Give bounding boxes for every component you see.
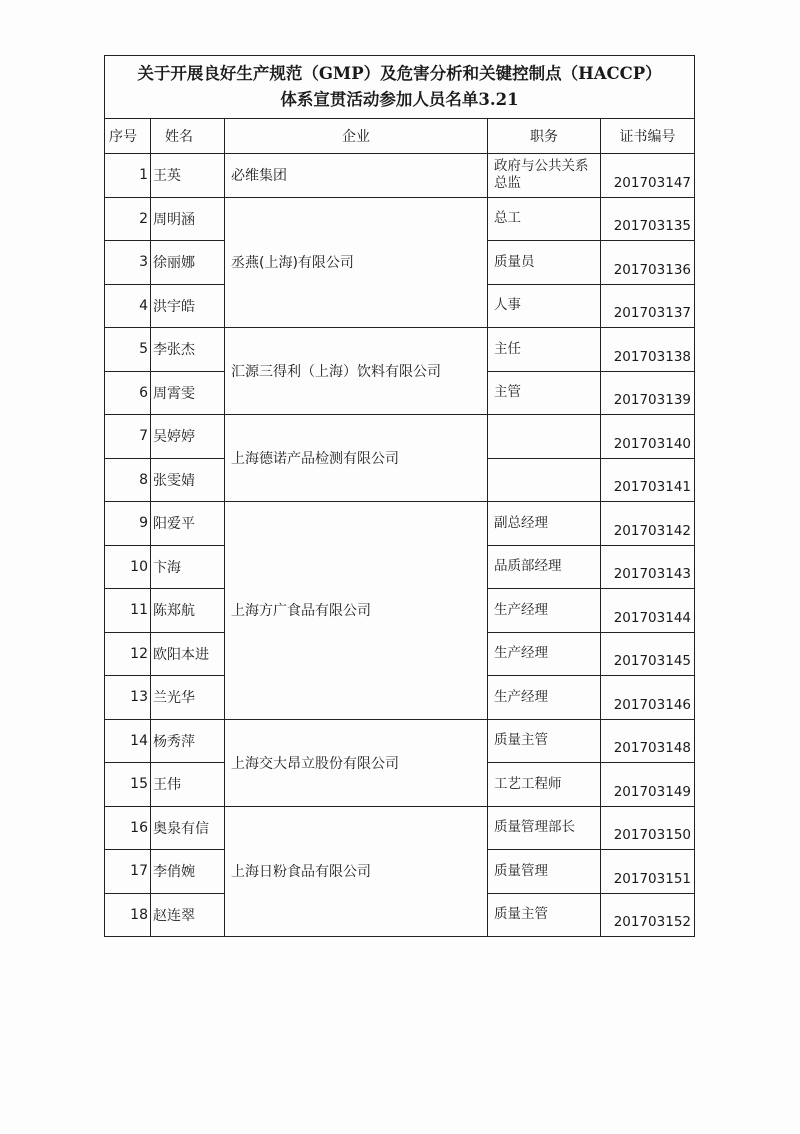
table-header-row [105, 119, 695, 154]
position-cell: 工艺工程师 [488, 763, 601, 807]
cert-number-cell: 201703140 [601, 415, 695, 459]
name-cell: 杨秀萍 [151, 719, 225, 763]
cert-number-cell: 201703138 [601, 328, 695, 372]
header-cert: 证书编号 [601, 119, 695, 154]
cert-number-cell: 201703143 [601, 545, 695, 589]
seq-cell: 4 [105, 284, 151, 328]
seq-cell: 2 [105, 197, 151, 241]
name-cell: 吴婷婷 [151, 415, 225, 459]
seq-cell: 7 [105, 415, 151, 459]
position-cell [488, 458, 601, 502]
company-cell: 上海交大昂立股份有限公司 [225, 719, 488, 806]
header-position: 职务 [488, 119, 601, 154]
table-body [105, 154, 695, 937]
position-cell: 生产经理 [488, 589, 601, 633]
cert-number-cell: 201703146 [601, 676, 695, 720]
table-row [105, 154, 695, 198]
name-cell: 周霄雯 [151, 371, 225, 415]
company-cell: 上海德诺产品检测有限公司 [225, 415, 488, 502]
seq-cell: 12 [105, 632, 151, 676]
position-cell: 质量主管 [488, 893, 601, 937]
name-cell: 兰光华 [151, 676, 225, 720]
position-cell: 人事 [488, 284, 601, 328]
position-cell: 质量主管 [488, 719, 601, 763]
cert-number-cell: 201703139 [601, 371, 695, 415]
table-row [105, 806, 695, 850]
position-cell: 政府与公共关系总监 [488, 154, 601, 198]
company-cell: 上海日粉食品有限公司 [225, 806, 488, 937]
name-cell: 洪宇皓 [151, 284, 225, 328]
cert-number-cell: 201703136 [601, 241, 695, 285]
cert-number-cell: 201703145 [601, 632, 695, 676]
table-row [105, 502, 695, 546]
seq-cell: 10 [105, 545, 151, 589]
header-seq: 序号 [105, 119, 151, 154]
cert-number-cell: 201703144 [601, 589, 695, 633]
table-row [105, 197, 695, 241]
seq-cell: 17 [105, 850, 151, 894]
position-cell: 主管 [488, 371, 601, 415]
attendee-table [104, 55, 695, 937]
company-cell: 汇源三得利（上海）饮料有限公司 [225, 328, 488, 415]
seq-cell: 15 [105, 763, 151, 807]
table-row [105, 719, 695, 763]
seq-cell: 9 [105, 502, 151, 546]
position-cell: 主任 [488, 328, 601, 372]
title-line-2: 体系宣贯活动参加人员名单3.21 [280, 90, 519, 109]
name-cell: 周明涵 [151, 197, 225, 241]
seq-cell: 6 [105, 371, 151, 415]
position-cell: 质量管理 [488, 850, 601, 894]
header-name: 姓名 [151, 119, 225, 154]
cert-number-cell: 201703141 [601, 458, 695, 502]
table-row [105, 328, 695, 372]
company-cell: 丞燕(上海)有限公司 [225, 197, 488, 328]
seq-cell: 13 [105, 676, 151, 720]
cert-number-cell: 201703150 [601, 806, 695, 850]
name-cell: 欧阳本进 [151, 632, 225, 676]
cert-number-cell: 201703142 [601, 502, 695, 546]
cert-number-cell: 201703152 [601, 893, 695, 937]
header-company: 企业 [225, 119, 488, 154]
position-cell [488, 415, 601, 459]
name-cell: 王英 [151, 154, 225, 198]
company-cell: 必维集团 [225, 154, 488, 198]
seq-cell: 16 [105, 806, 151, 850]
seq-cell: 11 [105, 589, 151, 633]
name-cell: 王伟 [151, 763, 225, 807]
position-cell: 质量员 [488, 241, 601, 285]
name-cell: 张雯婧 [151, 458, 225, 502]
seq-cell: 1 [105, 154, 151, 198]
name-cell: 阳爱平 [151, 502, 225, 546]
seq-cell: 8 [105, 458, 151, 502]
title-line-1: 关于开展良好生产规范（GMP）及危害分析和关键控制点（HACCP） [137, 64, 662, 83]
name-cell: 李张杰 [151, 328, 225, 372]
name-cell: 奥泉有信 [151, 806, 225, 850]
cert-number-cell: 201703135 [601, 197, 695, 241]
position-cell: 生产经理 [488, 676, 601, 720]
position-cell: 生产经理 [488, 632, 601, 676]
document-title [105, 56, 695, 119]
company-cell: 上海方广食品有限公司 [225, 502, 488, 720]
cert-number-cell: 201703149 [601, 763, 695, 807]
position-cell: 质量管理部长 [488, 806, 601, 850]
name-cell: 陈郑航 [151, 589, 225, 633]
name-cell: 赵连翠 [151, 893, 225, 937]
position-cell: 品质部经理 [488, 545, 601, 589]
cert-number-cell: 201703147 [601, 154, 695, 198]
position-cell: 副总经理 [488, 502, 601, 546]
name-cell: 徐丽娜 [151, 241, 225, 285]
seq-cell: 14 [105, 719, 151, 763]
seq-cell: 5 [105, 328, 151, 372]
cert-number-cell: 201703151 [601, 850, 695, 894]
table-row [105, 415, 695, 459]
name-cell: 卞海 [151, 545, 225, 589]
seq-cell: 3 [105, 241, 151, 285]
cert-number-cell: 201703148 [601, 719, 695, 763]
seq-cell: 18 [105, 893, 151, 937]
name-cell: 李俏婉 [151, 850, 225, 894]
cert-number-cell: 201703137 [601, 284, 695, 328]
position-cell: 总工 [488, 197, 601, 241]
